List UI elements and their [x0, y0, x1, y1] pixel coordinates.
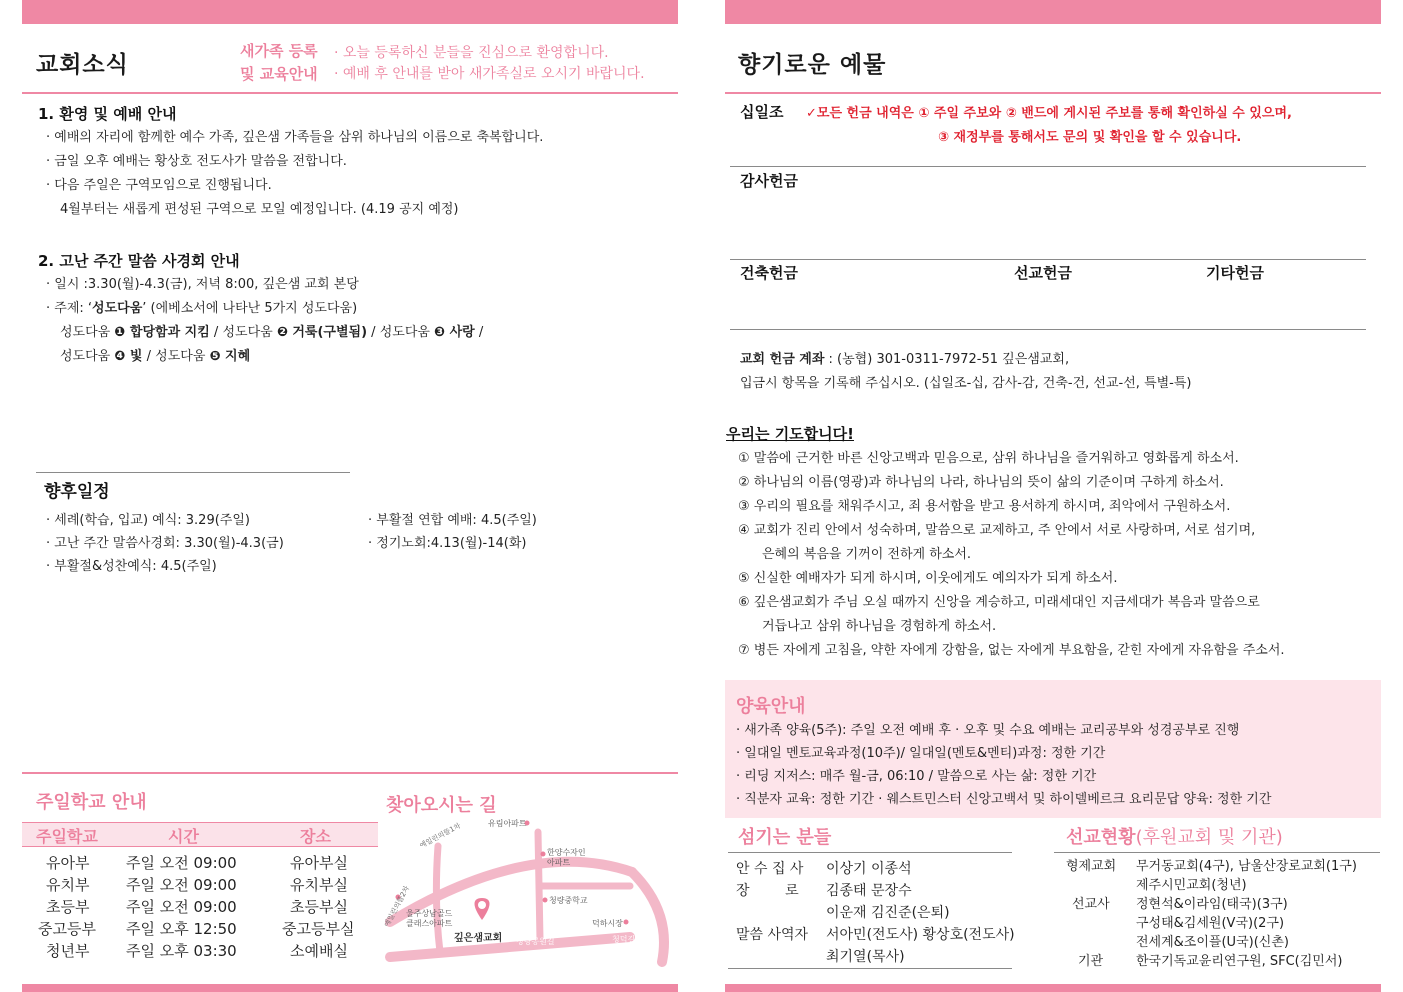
- left-top-bar: [22, 0, 678, 24]
- map-top-line: [378, 772, 678, 774]
- section2-title: 2. 고난 주간 말씀 사경회 안내: [38, 252, 240, 270]
- newfamily-label-2: 및 교육안내: [240, 65, 318, 83]
- map-label-apt3: 울주상남골드 클래스아파트: [406, 909, 453, 928]
- prayer-line: ⑦ 병든 자에게 고침을, 약한 자에게 강함을, 없는 자에게 부요함을, 갇힌 자에게 자유함을 주소서.: [738, 643, 1285, 658]
- sunday-school-place: 소예배실: [290, 942, 348, 960]
- mission-role: 선교사: [1072, 897, 1110, 912]
- theme-item-bold: 거룩(구별됨): [287, 325, 368, 340]
- section1-line: · 다음 주일은 구역모임으로 진행됩니다.: [46, 178, 272, 193]
- mission-offering-label: 선교헌금: [1014, 264, 1072, 282]
- missions-title-main: 선교현황: [1066, 827, 1136, 848]
- left-bottom-bar: [22, 984, 678, 992]
- thanks-offering-label: 감사헌금: [740, 172, 798, 190]
- theme-item-bold: 합당함과 지킴: [125, 325, 210, 340]
- section1-line: · 금일 오후 예배는 황상호 전도사가 말씀을 전합니다.: [46, 154, 347, 169]
- map-label-apt2: 한양수자인 아파트: [547, 848, 586, 867]
- map-title: 찾아오시는 길: [386, 795, 497, 816]
- sunday-school-dept: 유아부: [46, 854, 90, 872]
- theme-item-bold: 사랑: [445, 325, 475, 340]
- account-label: 교회 헌금 계좌: [740, 352, 825, 367]
- thanks-divider: [730, 259, 1366, 260]
- left-title-divider: [22, 92, 678, 94]
- other-offering-label: 기타헌금: [1206, 264, 1264, 282]
- theme-post: ’ (에베소서에 나타난 5가지 성도다움): [142, 301, 358, 316]
- servers-divider: [728, 852, 1012, 853]
- mission-text: 정현석&이라임(태국)(3구): [1136, 897, 1288, 912]
- right-top-bar: [725, 0, 1381, 24]
- nurture-line: · 직분자 교육: 정한 기간 · 웨스트민스터 신앙고백서 및 하이델베르크 요리문답 양육: 정한 기간: [736, 792, 1272, 807]
- theme-items-row-2: [60, 345, 250, 369]
- servers-title: 섬기는 분들: [738, 827, 832, 848]
- building-offering-label: 건축헌금: [740, 264, 798, 282]
- server-names: 이운재 김진준(은퇴): [826, 905, 950, 921]
- theme-bold: 성도다움: [92, 301, 143, 316]
- mission-role: 형제교회: [1066, 859, 1117, 874]
- server-names: 최기열(목사): [826, 949, 905, 965]
- theme-pre: · 주제: ‘: [46, 301, 93, 316]
- offering-notice-1: ✓모든 헌금 내역은 ① 주일 주보와 ② 밴드에 게시된 주보를 통해 확인하실 수 있으며,: [806, 106, 1292, 121]
- mission-text: 전세계&조이플(U국)(신촌): [1136, 935, 1289, 950]
- theme-item-pre: 성도다움: [379, 325, 435, 340]
- prayer-line: ③ 우리의 필요를 채워주시고, 죄 용서함을 받고 용서하게 하시며, 죄악에서 구원하소서.: [738, 499, 1231, 514]
- theme-item-sep: /: [142, 349, 156, 364]
- sunday-school-time: 주일 오후 12:50: [126, 920, 237, 938]
- right-page-title: 향기로운 예물: [738, 52, 887, 78]
- right-title-divider: [725, 92, 1381, 94]
- newfamily-line-1: · 오늘 등록하신 분들을 진심으로 환영합니다.: [334, 45, 609, 61]
- prayer-line: ② 하나님의 이름(영광)과 하나님의 나라, 하나님의 뜻이 삶의 기준이며 구하게 하소서.: [738, 475, 1224, 490]
- sunday-school-top-line: [22, 772, 378, 774]
- missions-title: [1066, 823, 1283, 849]
- upcoming-item: · 부활절&성찬예식: 4.5(주일): [46, 559, 217, 574]
- sunday-school-place: 초등부실: [290, 898, 348, 916]
- server-role: 말씀 사역자: [736, 927, 809, 943]
- mission-text: 구성태&김세원(V국)(2구): [1136, 916, 1285, 931]
- theme-item-num: ❷: [276, 325, 288, 340]
- theme-item-num: ❶: [114, 325, 126, 340]
- sunday-school-title: 주일학교 안내: [36, 792, 147, 813]
- server-role: 안 수 집 사: [736, 861, 804, 877]
- theme-item-bold: 지혜: [220, 349, 251, 364]
- map-label-apt1: 유림아파트: [488, 819, 527, 828]
- church-marker-icon: [475, 898, 490, 920]
- sunday-school-time: 주일 오전 09:00: [126, 898, 237, 916]
- sunday-school-place: 유치부실: [290, 876, 348, 894]
- tithe-divider: [730, 166, 1366, 167]
- prayer-line: 거듭나고 삼위 하나님을 경험하게 하소서.: [762, 619, 997, 634]
- upcoming-divider: [36, 472, 350, 473]
- sunday-school-dept: 초등부: [46, 898, 90, 916]
- directions-map: [380, 812, 676, 968]
- missions-divider: [1054, 852, 1380, 853]
- sunday-school-place: 중고등부실: [282, 920, 355, 938]
- theme-item-num: ❹: [114, 349, 126, 364]
- sunday-school-header-place: 장소: [300, 827, 331, 846]
- mission-text: 무거동교회(4구), 남울산장로교회(1구): [1136, 859, 1357, 874]
- servers-bottom-divider: [728, 968, 1012, 969]
- map-label-road2: 예일린의뜰2차: [382, 884, 412, 929]
- sunday-school-place: 유아부실: [290, 854, 348, 872]
- account-note: 입금시 항목을 기록해 주십시오. (십일조-십, 감사-감, 건축-건, 선교-선, 특별-특): [740, 376, 1192, 391]
- section1-line: 4월부터는 새롭게 편성된 구역으로 모일 예정입니다. (4.19 공지 예정): [60, 202, 459, 217]
- nurture-title: 양육안내: [736, 696, 806, 717]
- account-number: : (농협) 301-0311-7972-51 깊은샘교회,: [824, 352, 1070, 367]
- sunday-school-time: 주일 오전 09:00: [126, 876, 237, 894]
- offering-notice-2: ③ 재정부를 통해서도 문의 및 확인을 할 수 있습니다.: [938, 130, 1242, 145]
- prayer-line: 은혜의 복음을 기꺼이 전하게 하소서.: [762, 547, 972, 562]
- section1-title: 1. 환영 및 예배 안내: [38, 105, 177, 123]
- theme-item-sep: /: [367, 325, 380, 340]
- map-label-street2: 청덕길: [612, 935, 636, 944]
- upcoming-item: · 부활절 연합 예배: 4.5(주일): [368, 513, 537, 528]
- map-label-church: 깊은샘교회: [454, 933, 503, 944]
- upcoming-item: · 세례(학습, 입교) 예식: 3.29(주일): [46, 513, 250, 528]
- theme-item-num: ❸: [434, 325, 446, 340]
- theme-item-bold: 빛: [125, 349, 143, 364]
- prayer-line: ⑤ 신실한 예배자가 되게 하시며, 이웃에게도 예의자가 되게 하소서.: [738, 571, 1118, 586]
- nurture-line: · 새가족 양육(5주): 주일 오전 예배 후 · 오후 및 수요 예배는 교리공부와 성경공부로 진행: [736, 723, 1240, 738]
- theme-item-sep: /: [474, 325, 484, 340]
- server-names: 서아민(전도사) 황상호(전도사): [826, 927, 1015, 943]
- theme-item-num: ❺: [209, 349, 221, 364]
- map-label-market: 덕하시장: [592, 919, 623, 928]
- upcoming-title: 향후일정: [44, 482, 110, 502]
- nurture-line: · 리딩 지저스: 매주 월-금, 06:10 / 말씀으로 사는 삶: 정한 기간: [736, 769, 1097, 784]
- tithe-label: 십일조: [740, 103, 784, 121]
- newfamily-line-2: · 예배 후 안내를 받아 새가족실로 오시기 바랍니다.: [334, 66, 645, 82]
- sunday-school-dept: 청년부: [46, 942, 90, 960]
- offering-bottom-divider: [730, 329, 1366, 330]
- mission-role: 기관: [1078, 954, 1104, 969]
- theme-item-pre: 성도다움: [222, 325, 277, 340]
- nurture-line: · 일대일 멘토교육과정(10주)/ 일대일(멘토&멘티)과정: 정한 기간: [736, 746, 1106, 761]
- section2-theme: [46, 297, 357, 321]
- mission-text: 제주시민교회(청년): [1136, 878, 1247, 893]
- upcoming-item: · 고난 주간 말씀사경회: 3.30(월)-4.3(금): [46, 536, 284, 551]
- sunday-school-dept: 유치부: [46, 876, 90, 894]
- sunday-school-header-dept: 주일학교: [36, 827, 98, 846]
- sunday-school-time: 주일 오후 03:30: [126, 942, 237, 960]
- prayer-title: 우리는 기도합니다!: [726, 425, 854, 443]
- sunday-school-time: 주일 오전 09:00: [126, 854, 237, 872]
- map-label-street1: 청량공원길: [516, 937, 555, 946]
- theme-item-sep: /: [209, 325, 223, 340]
- sunday-school-header-time: 시간: [168, 827, 199, 846]
- left-page-title: 교회소식: [36, 52, 129, 78]
- map-label-school: 청량중학교: [549, 896, 588, 905]
- account-info: [740, 348, 1069, 372]
- newfamily-label-1: 새가족 등록: [240, 42, 318, 60]
- server-names: 이상기 이종석: [826, 861, 912, 877]
- theme-item-pre: 성도다움: [155, 349, 210, 364]
- missions-title-sub: (후원교회 및 기관): [1135, 827, 1283, 848]
- mission-text: 한국기독교윤리연구원, SFC(김민서): [1136, 954, 1343, 969]
- theme-item-pre: 성도다움: [60, 349, 115, 364]
- prayer-line: ⑥ 깊은샘교회가 주님 오실 때까지 신앙을 계승하고, 미래세대인 지금세대가 복음과 말씀으로: [738, 595, 1260, 610]
- sunday-school-dept: 중고등부: [38, 920, 96, 938]
- section2-date: · 일시 :3.30(월)-4.3(금), 저녁 8:00, 깊은샘 교회 본당: [46, 277, 359, 292]
- server-role: 장 로: [736, 883, 799, 899]
- right-bottom-bar: [725, 984, 1381, 992]
- theme-item-pre: 성도다움: [60, 325, 115, 340]
- upcoming-item: · 정기노회:4.13(월)-14(화): [368, 536, 527, 551]
- prayer-line: ④ 교회가 진리 안에서 성숙하며, 말씀으로 교제하고, 주 안에서 서로 사랑하며, 서로 섬기며,: [738, 523, 1256, 538]
- server-names: 김종태 문장수: [826, 883, 912, 899]
- prayer-line: ① 말씀에 근거한 바른 신앙고백과 믿음으로, 삼위 하나님을 즐거워하고 영화롭게 하소서.: [738, 451, 1239, 466]
- section1-line: · 예배의 자리에 함께한 예수 가족, 깊은샘 가족들을 삼위 하나님의 이름으로 축복합니다.: [46, 130, 544, 145]
- map-label-road1: 예일린의뜰1차: [418, 821, 462, 850]
- theme-items-row-1: [60, 321, 483, 345]
